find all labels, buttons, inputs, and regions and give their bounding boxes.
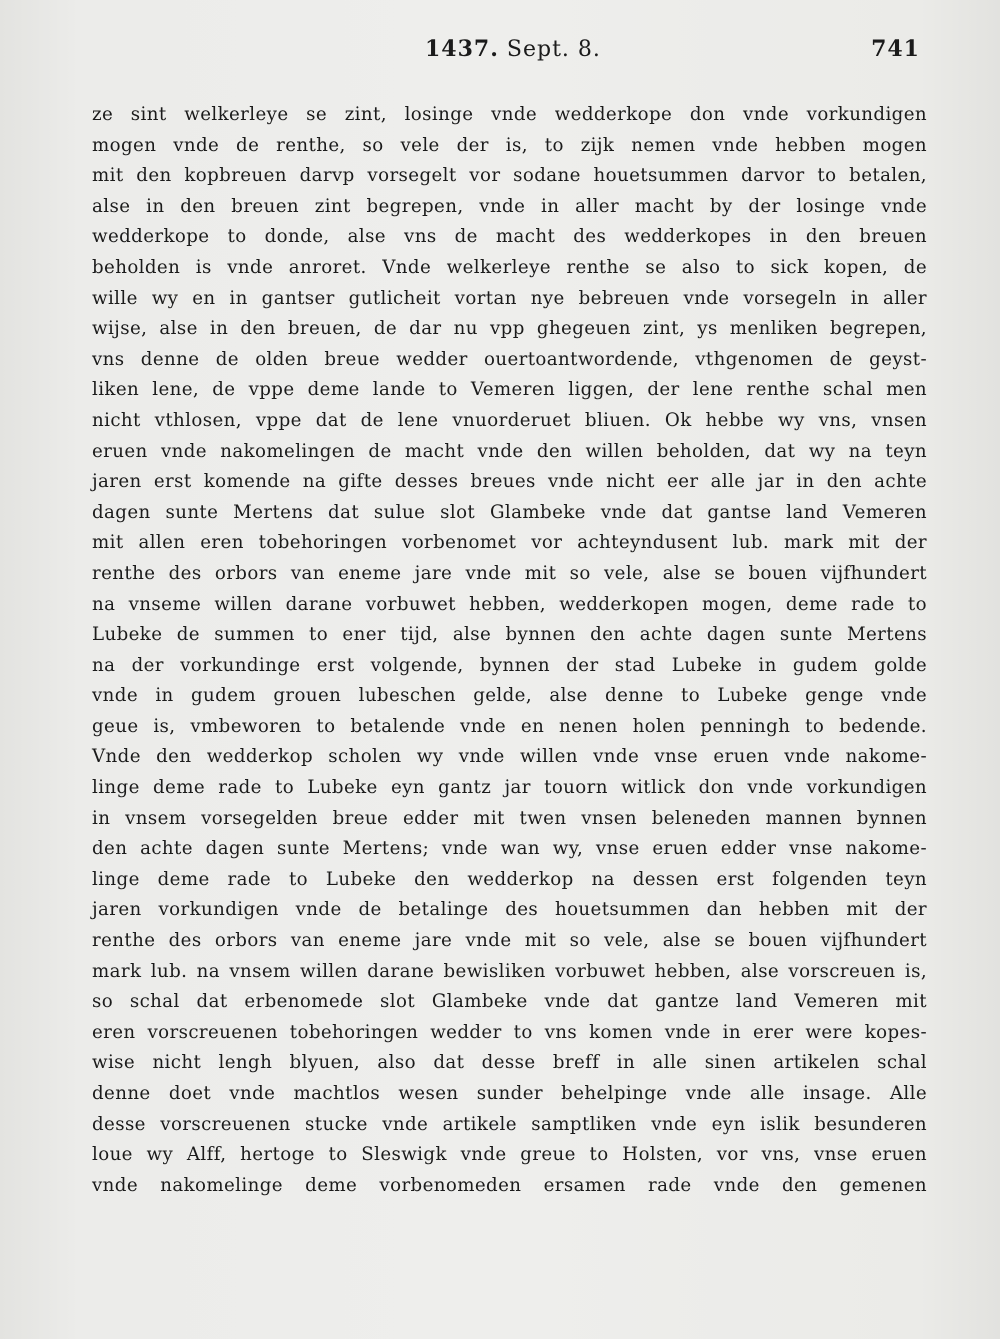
text-line: mit allen eren tobehoringen vorbenomet vor achteyndusent lub. mark mit der <box>92 532 927 554</box>
text-line: dagen sunte Mertens dat sulue slot Glambeke vnde dat gantse land Vemeren <box>92 501 927 523</box>
text-line: mark lub. na vnsem willen darane bewisliken vorbuwet hebben, alse vorscreuen is, <box>92 960 927 982</box>
page-number: 741 <box>871 36 920 62</box>
text-line: beholden is vnde anroret. Vnde welkerleye renthe se also to sick kopen, de <box>92 256 927 278</box>
text-line: desse vorscreuenen stucke vnde artikele samptliken vnde eyn islik besunderen <box>92 1113 927 1135</box>
text-line: mit den kopbreuen darvp vorsegelt vor sodane houetsummen darvor to betalen, <box>92 165 927 187</box>
text-line: wille wy en in gantser gutlicheit vortan nye bebreuen vnde vorsegeln in aller <box>92 287 927 309</box>
text-line: jaren vorkundigen vnde de betalinge des houetsummen dan hebben mit der <box>92 899 927 921</box>
running-head-year: 1437. <box>425 36 499 62</box>
text-line: jaren erst komende na gifte desses breues vnde nicht eer alle jar in den achte <box>92 471 927 493</box>
text-line: so schal dat erbenomede slot Glambeke vnde dat gantze land Vemeren mit <box>92 991 927 1013</box>
text-line: geue is, vmbeworen to betalende vnde en nenen holen penningh to bedende. <box>92 715 927 737</box>
text-line: wise nicht lengh blyuen, also dat desse breff in alle sinen artikelen schal <box>92 1052 927 1074</box>
running-head <box>0 36 1000 66</box>
text-line: wedderkope to donde, alse vns de macht des wedderkopes in den breuen <box>92 226 927 248</box>
text-line: denne doet vnde machtlos wesen sunder behelpinge vnde alle insage. Alle <box>92 1083 927 1104</box>
body-text <box>92 100 927 1201</box>
text-line: vnde nakomelinge deme vorbenomeden ersamen rade vnde den gemenen <box>92 1174 927 1196</box>
text-line: linge deme rade to Lubeke eyn gantz jar touorn witlick don vnde vorkundigen <box>92 777 927 799</box>
text-line: na der vorkundinge erst volgende, bynnen der stad Lubeke in gudem golde <box>92 654 927 676</box>
text-line: Lubeke de summen to ener tijd, alse bynnen den achte dagen sunte Mertens <box>92 624 927 646</box>
text-line: na vnseme willen darane vorbuwet hebben, wedderkopen mogen, deme rade to <box>92 593 927 615</box>
text-line: renthe des orbors van eneme jare vnde mit so vele, alse se bouen vijfhundert <box>92 930 927 952</box>
text-line: linge deme rade to Lubeke den wedderkop na dessen erst folgenden teyn <box>92 868 927 890</box>
text-line: alse in den breuen zint begrepen, vnde in aller macht by der losinge vnde <box>92 195 927 217</box>
text-line: wijse, alse in den breuen, de dar nu vpp ghegeuen zint, ys menliken begrepen, <box>92 318 927 340</box>
text-line: renthe des orbors van eneme jare vnde mit so vele, alse se bouen vijfhundert <box>92 562 927 584</box>
text-line: nicht vthlosen, vppe dat de lene vnuorderuet bliuen. Ok hebbe wy vns, vnsen <box>92 409 927 431</box>
text-line: liken lene, de vppe deme lande to Vemeren liggen, der lene renthe schal men <box>92 379 927 401</box>
text-line: mogen vnde de renthe, so vele der is, to zijk nemen vnde hebben mogen <box>92 134 927 156</box>
text-line: eruen vnde nakomelingen de macht vnde den willen beholden, dat wy na teyn <box>92 440 927 462</box>
text-line: vnde in gudem grouen lubeschen gelde, alse denne to Lubeke genge vnde <box>92 685 927 707</box>
text-line: loue wy Alff, hertoge to Sleswigk vnde greue to Holsten, vor vns, vnse eruen <box>92 1144 927 1166</box>
running-head-day: Sept. 8. <box>506 37 601 62</box>
text-line: Vnde den wedderkop scholen wy vnde willen vnde vnse eruen vnde nakome- <box>92 746 927 768</box>
running-head-date <box>425 36 601 62</box>
text-line: in vnsem vorsegelden breue edder mit twen vnsen beleneden mannen bynnen <box>92 807 927 829</box>
text-line: den achte dagen sunte Mertens; vnde wan wy, vnse eruen edder vnse nakome- <box>92 838 927 860</box>
text-line: ze sint welkerleye se zint, losinge vnde wedderkope don vnde vorkundigen <box>92 104 927 125</box>
text-line: eren vorscreuenen tobehoringen wedder to vns komen vnde in erer were kopes- <box>92 1021 927 1043</box>
text-line: vns denne de olden breue wedder ouertoantwordende, vthgenomen de geyst- <box>92 348 927 370</box>
